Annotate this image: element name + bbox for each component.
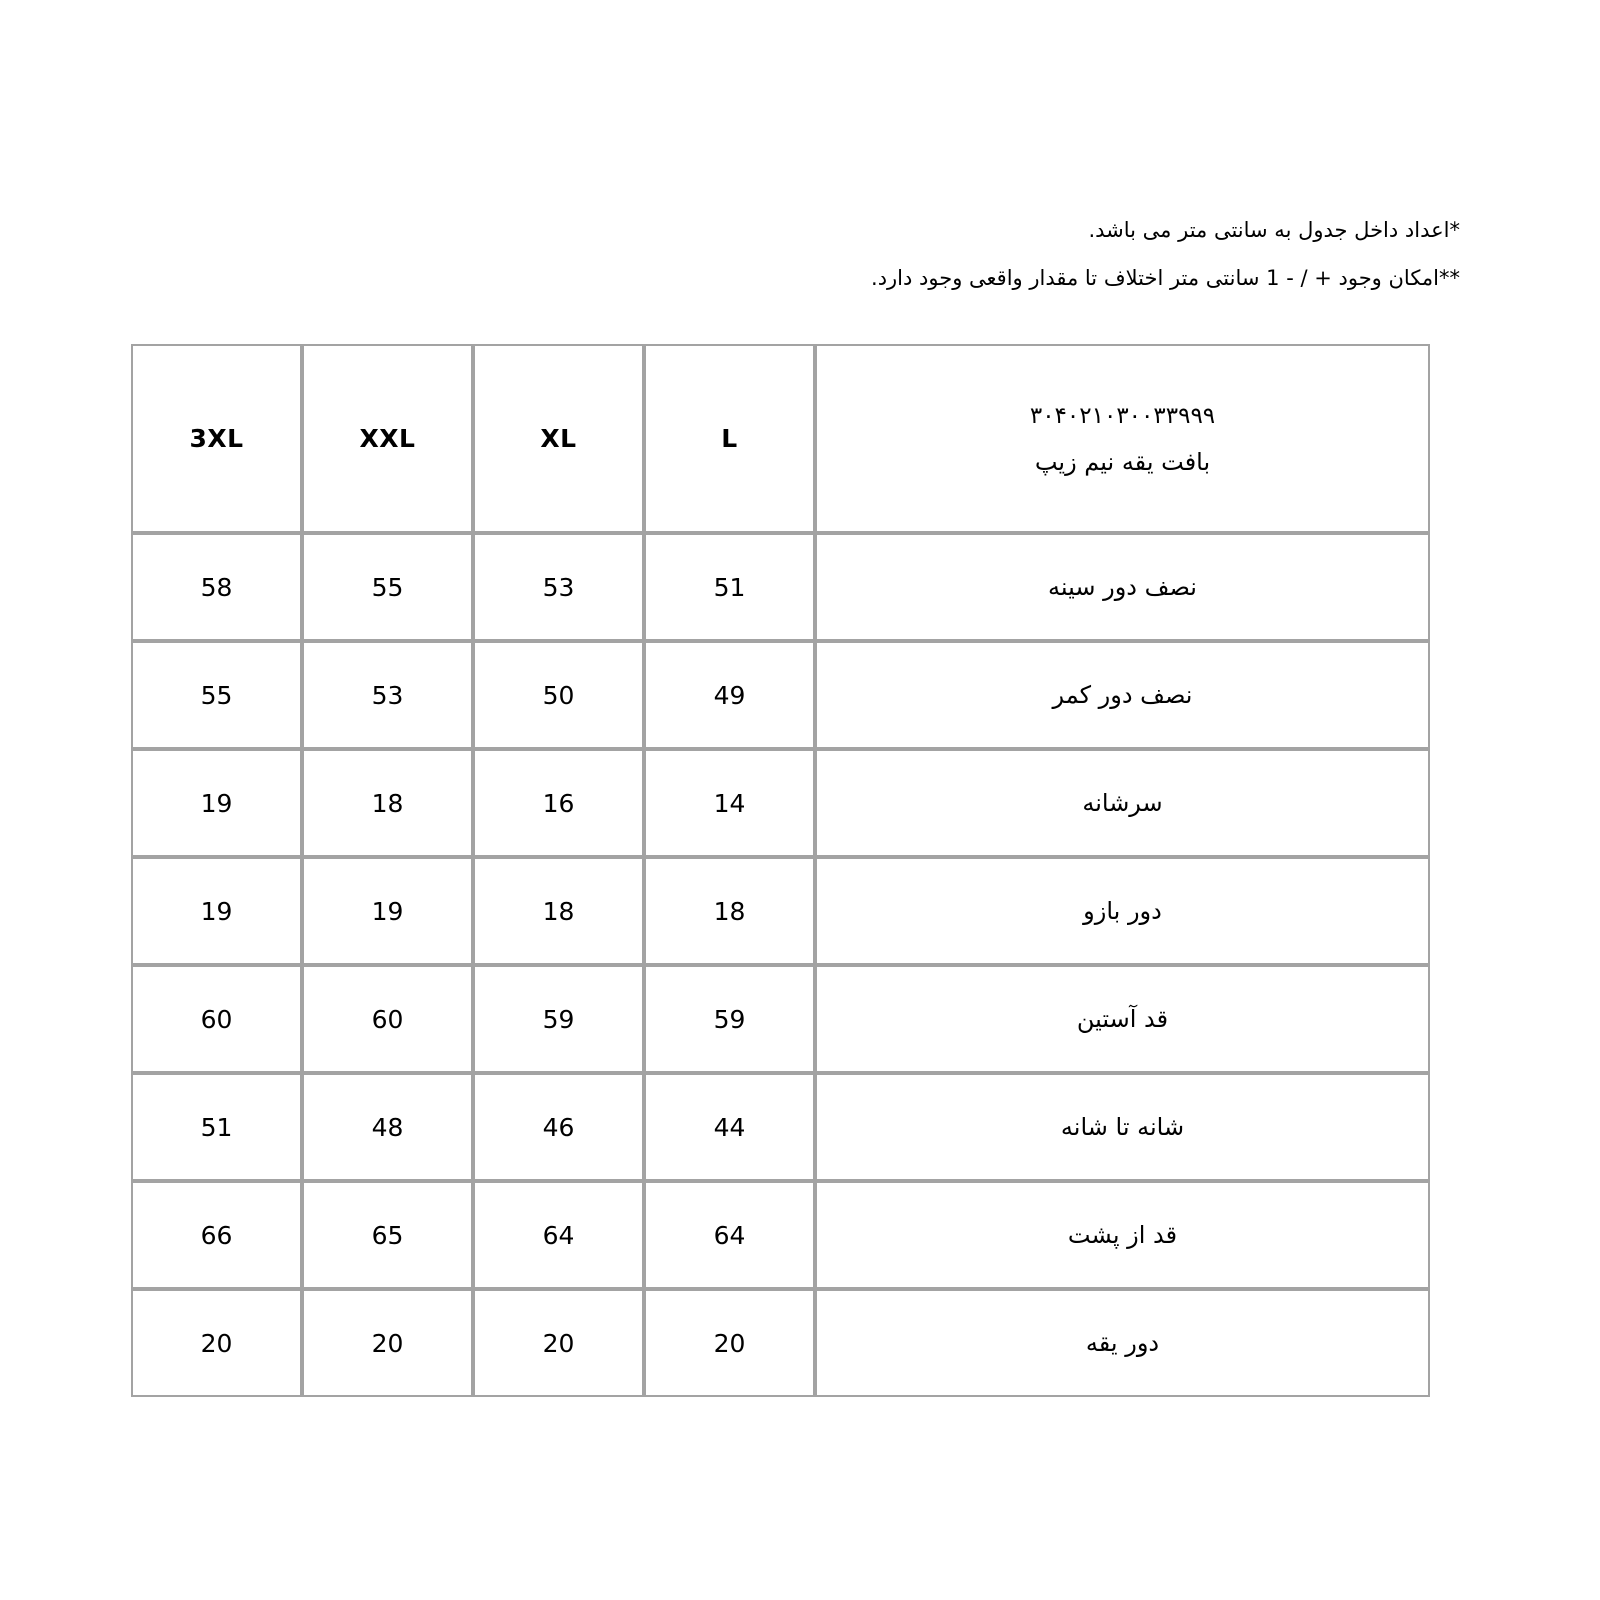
table-row xyxy=(131,533,1430,641)
table-row xyxy=(131,857,1430,965)
size-table xyxy=(131,344,1430,1397)
measurement-value: 65 xyxy=(302,1181,473,1289)
size-table-container xyxy=(131,344,1430,1397)
measurement-value: 53 xyxy=(302,641,473,749)
measurement-value: 55 xyxy=(131,641,302,749)
measurement-value: 64 xyxy=(644,1181,815,1289)
measurement-value: 19 xyxy=(302,857,473,965)
measurement-value: 50 xyxy=(473,641,644,749)
measurement-label: دور یقه xyxy=(815,1289,1430,1397)
measurement-value: 18 xyxy=(644,857,815,965)
note-tolerance: **امکان وجود + / - 1 سانتی متر اختلاف تا مقدار واقعی وجود دارد. xyxy=(871,266,1460,290)
measurement-value: 55 xyxy=(302,533,473,641)
table-row xyxy=(131,1181,1430,1289)
measurement-label: سرشانه xyxy=(815,749,1430,857)
measurement-value: 53 xyxy=(473,533,644,641)
measurement-value: 16 xyxy=(473,749,644,857)
measurement-value: 59 xyxy=(473,965,644,1073)
measurement-value: 18 xyxy=(302,749,473,857)
measurement-value: 20 xyxy=(131,1289,302,1397)
table-row xyxy=(131,641,1430,749)
measurement-value: 19 xyxy=(131,857,302,965)
measurement-value: 66 xyxy=(131,1181,302,1289)
measurement-value: 18 xyxy=(473,857,644,965)
product-name: بافت یقه نیم زیپ xyxy=(1034,447,1211,476)
measurement-label: قد آستین xyxy=(815,965,1430,1073)
table-header-row xyxy=(131,344,1430,533)
measurement-value: 64 xyxy=(473,1181,644,1289)
measurement-value: 59 xyxy=(644,965,815,1073)
size-header-l: L xyxy=(644,344,815,533)
table-row xyxy=(131,965,1430,1073)
measurement-value: 48 xyxy=(302,1073,473,1181)
measurement-value: 20 xyxy=(302,1289,473,1397)
product-header-cell xyxy=(815,344,1430,533)
measurement-value: 49 xyxy=(644,641,815,749)
measurement-value: 60 xyxy=(302,965,473,1073)
measurement-value: 51 xyxy=(644,533,815,641)
measurement-value: 58 xyxy=(131,533,302,641)
measurement-label: دور بازو xyxy=(815,857,1430,965)
note-unit: *اعداد داخل جدول به سانتی متر می باشد. xyxy=(1088,218,1460,242)
size-header-3xl: 3XL xyxy=(131,344,302,533)
measurement-label: نصف دور کمر xyxy=(815,641,1430,749)
measurement-label: شانه تا شانه xyxy=(815,1073,1430,1181)
size-header-xl: XL xyxy=(473,344,644,533)
measurement-value: 20 xyxy=(473,1289,644,1397)
measurement-value: 46 xyxy=(473,1073,644,1181)
measurement-value: 60 xyxy=(131,965,302,1073)
table-row xyxy=(131,1289,1430,1397)
size-header-xxl: XXL xyxy=(302,344,473,533)
measurement-value: 20 xyxy=(644,1289,815,1397)
measurement-value: 44 xyxy=(644,1073,815,1181)
measurement-label: قد از پشت xyxy=(815,1181,1430,1289)
measurement-value: 19 xyxy=(131,749,302,857)
product-code: ۳۰۴۰۲۱۰۳۰۰۳۳۹۹۹ xyxy=(1029,402,1216,429)
table-row xyxy=(131,1073,1430,1181)
table-row xyxy=(131,749,1430,857)
measurement-value: 14 xyxy=(644,749,815,857)
measurement-notes xyxy=(860,206,1460,302)
measurement-value: 51 xyxy=(131,1073,302,1181)
measurement-label: نصف دور سینه xyxy=(815,533,1430,641)
